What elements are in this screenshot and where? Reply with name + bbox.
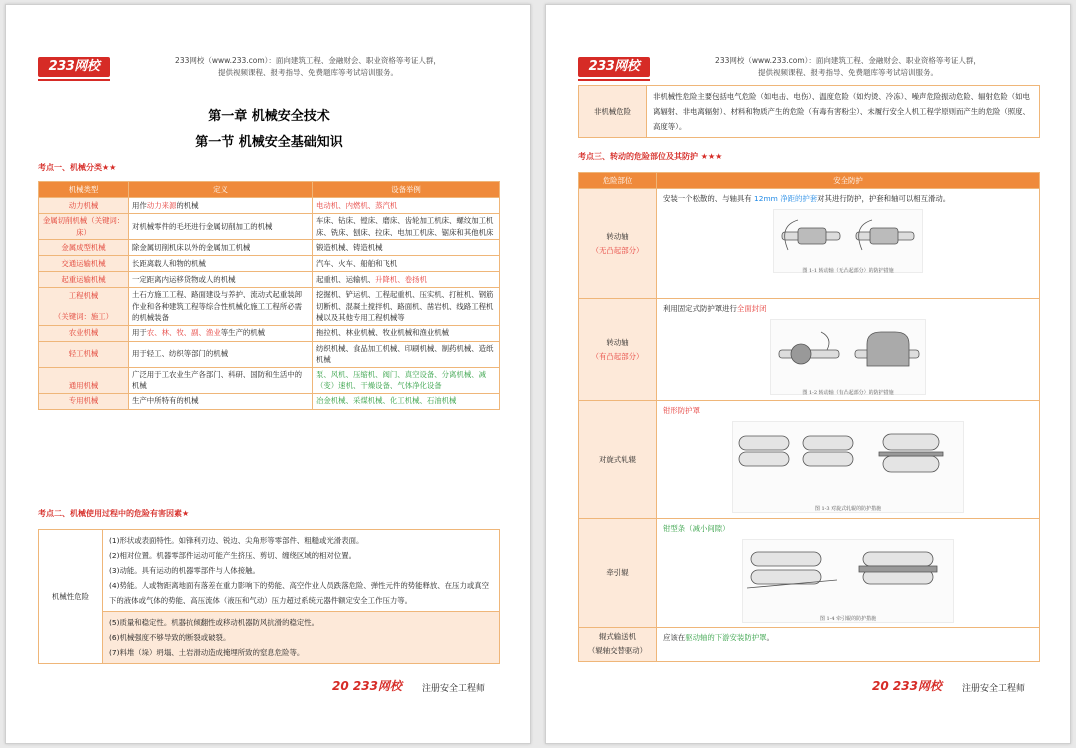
table-row bbox=[39, 198, 500, 214]
type-def: 除金属切削机床以外的金属加工机械 bbox=[129, 240, 313, 256]
footer-text: 注册安全工程师 bbox=[962, 684, 1026, 694]
header-line-1: 233网校（www.233.com）：面向建筑工程、金融财会、职业资格等考证人群， bbox=[175, 56, 441, 65]
figure-pull-roller-guard bbox=[742, 539, 954, 623]
hazard-part: 对旋式轧辊 bbox=[579, 401, 657, 519]
table-header-row bbox=[39, 182, 500, 198]
hazard-items bbox=[103, 530, 500, 612]
table-row bbox=[39, 256, 500, 272]
hazard-table bbox=[38, 529, 500, 664]
nonmech-label: 非机械危险 bbox=[579, 86, 647, 138]
key-point-2: 考点二、机械使用过程中的危险有害因素★ bbox=[38, 509, 190, 518]
hazard-item: (5)质量和稳定性。机器抗倾翻性或移动机器防风抗滑的稳定性。 bbox=[109, 618, 320, 627]
figure-nip-guard bbox=[732, 421, 964, 513]
hazard-item: (3)动能。具有运动的机器零部件与人体接触。 bbox=[109, 566, 260, 575]
type-def: 长距离载人和物的机械 bbox=[129, 256, 313, 272]
footer-logo: 20 233网校 bbox=[872, 679, 942, 693]
hazard-label: 机械性危险 bbox=[39, 530, 103, 664]
table-row bbox=[39, 341, 500, 367]
section-title: 第一节 机械安全基础知识 bbox=[195, 135, 343, 150]
type-name: 工程机械 （关键词：施工） bbox=[39, 288, 129, 326]
hazard-item: (2)相对位置。机器零部件运动可能产生挤压、剪切、缠绕区域的相对位置。 bbox=[109, 551, 356, 560]
table-row bbox=[579, 627, 1040, 661]
protection-cell bbox=[657, 401, 1040, 519]
type-example: 挖掘机、铲运机、工程起重机、压实机、打桩机、钢筋切断机、混凝土搅拌机、路面机、凿岩机、线路工程机械以及其他专用工程机械等 bbox=[313, 288, 500, 326]
protection-text: 应该在驱动轴的下游安装防护罩。 bbox=[663, 632, 774, 642]
rotating-parts-table bbox=[578, 172, 1040, 662]
page-header bbox=[118, 55, 498, 79]
nonmech-text: 非机械性危险主要包括电气危险（如电击、电伤）、温度危险（如灼烫、冷冻）、噪声危险振动危险、辐射危险（如电离辐射、非电离辐射）、材料和物质产生的危险（有毒有害粉尘）、未履行安全人机工程学原则而产生的危险（照度、高度等）。 bbox=[647, 86, 1040, 138]
figure-shaft-sleeve bbox=[773, 209, 923, 273]
type-name: 通用机械 bbox=[39, 367, 129, 393]
logo-underline bbox=[38, 79, 110, 81]
protection-cell bbox=[657, 627, 1040, 661]
hazard-part: 转动轴 （有凸起部分） bbox=[579, 299, 657, 401]
type-def: 用作动力来源的机械 bbox=[129, 198, 313, 214]
key-point-1: 考点一、机械分类★★ bbox=[38, 163, 117, 172]
footer-logo: 20 233网校 bbox=[332, 679, 402, 693]
col-header: 设备举例 bbox=[313, 182, 500, 198]
key-point-3: 考点三、转动的危险部位及其防护 ★★★ bbox=[578, 152, 723, 161]
document-page-right bbox=[545, 4, 1071, 744]
document-page-left bbox=[5, 4, 531, 744]
protection-text: 利用固定式防护罩进行全面封闭 bbox=[663, 304, 767, 313]
col-header: 机械类型 bbox=[39, 182, 129, 198]
col-header: 危险部位 bbox=[579, 173, 657, 189]
hazard-item: (6)机械强度不够导致的断裂或破裂。 bbox=[109, 633, 231, 642]
table-row bbox=[39, 325, 500, 341]
table-row bbox=[39, 272, 500, 288]
brand-logo: 233网校 bbox=[578, 57, 650, 77]
machine-types-table bbox=[38, 181, 500, 410]
type-name: 交通运输机械 bbox=[39, 256, 129, 272]
type-example: 冶金机械、采煤机械、化工机械、石油机械 bbox=[313, 393, 500, 409]
figure-fixed-guard bbox=[770, 319, 926, 395]
type-example: 起重机、运输机、升降机、卷扬机 bbox=[313, 272, 500, 288]
type-example: 纺织机械、食品加工机械、印刷机械、制药机械、造纸机械 bbox=[313, 341, 500, 367]
table-row bbox=[39, 530, 500, 612]
table-header-row bbox=[579, 173, 1040, 189]
table-row bbox=[39, 214, 500, 240]
chapter-title: 第一章 机械安全技术 bbox=[208, 109, 330, 124]
type-def: 广泛用于工农业生产各部门、科研、国防和生活中的机械 bbox=[129, 367, 313, 393]
type-def: 用于农、林、牧、副、渔业等生产的机械 bbox=[129, 325, 313, 341]
header-line-2: 提供视频课程、报考指导、免费题库等考试培训服务。 bbox=[218, 68, 398, 77]
brand-logo: 233网校 bbox=[38, 57, 110, 77]
type-example: 车床、钻床、镗床、磨床、齿轮加工机床、螺纹加工机床、铣床、刨床、拉床、电加工机床、锯床和其他机床 bbox=[313, 214, 500, 240]
type-name: 专用机械 bbox=[39, 393, 129, 409]
type-def: 土石方施工工程、路面建设与养护、流动式起重装卸作业和各种建筑工程等综合性机械化施工工程所必需的机械装备 bbox=[129, 288, 313, 326]
hazard-item: (7)料堆（垛）坍塌、土岩滑动造成掩埋所致的窒息危险等。 bbox=[109, 648, 305, 657]
type-name: 农业机械 bbox=[39, 325, 129, 341]
table-row bbox=[579, 86, 1040, 138]
type-name: 金属成型机械 bbox=[39, 240, 129, 256]
table-row bbox=[39, 367, 500, 393]
table-row bbox=[579, 401, 1040, 519]
protection-cell bbox=[657, 519, 1040, 628]
type-def: 一定距离内运移货物或人的机械 bbox=[129, 272, 313, 288]
type-name: 金属切削机械（关键词：床） bbox=[39, 214, 129, 240]
protection-text: 钳形防护罩 bbox=[663, 406, 700, 415]
type-example: 电动机、内燃机、蒸汽机 bbox=[313, 198, 500, 214]
protection-cell bbox=[657, 299, 1040, 401]
type-example: 泵、风机、压缩机、阀门、真空设备、分离机械、减（变）速机、干燥设备、气体净化设备 bbox=[313, 367, 500, 393]
non-mechanical-hazard-table bbox=[578, 85, 1040, 138]
header-line-2: 提供视频课程、报考指导、免费题库等考试培训服务。 bbox=[758, 68, 938, 77]
page-header bbox=[658, 55, 1038, 79]
table-row bbox=[579, 299, 1040, 401]
type-name: 轻工机械 bbox=[39, 341, 129, 367]
header-line-1: 233网校（www.233.com）：面向建筑工程、金融财会、职业资格等考证人群， bbox=[715, 56, 981, 65]
hazard-part: 转动轴 （无凸起部分） bbox=[579, 189, 657, 299]
protection-cell bbox=[657, 189, 1040, 299]
footer-text: 注册安全工程师 bbox=[422, 684, 486, 694]
hazard-item: (4)势能。人或物距离地面有落差在重力影响下的势能、高空作业人员跌落危险、弹性元件的势能释放、在压力或真空下的液体或气体的势能、高压流体（液压和气动）压力超过系统元器件额定安全工作压力等。 bbox=[109, 581, 490, 605]
hazard-item: (1)形状或表面特性。如锋利刃边、锐边、尖角形等零部件、粗糙或光滑表面。 bbox=[109, 536, 364, 545]
hazard-items bbox=[103, 612, 500, 664]
hazard-part: 辊式输送机 （辊轴交替驱动） bbox=[579, 627, 657, 661]
figure-caption: 图 1-4 牵引辊的防护措施 bbox=[819, 615, 877, 622]
table-row bbox=[579, 189, 1040, 299]
col-header: 定义 bbox=[129, 182, 313, 198]
type-def: 对机械零件的毛坯进行金属切削加工的机械 bbox=[129, 214, 313, 240]
logo-underline bbox=[578, 79, 650, 81]
type-example: 锻造机械、铸造机械 bbox=[313, 240, 500, 256]
type-example: 汽车、火车、船舶和飞机 bbox=[313, 256, 500, 272]
table-row bbox=[579, 519, 1040, 628]
table-row bbox=[39, 393, 500, 409]
figure-caption: 图 1-1 转动轴（无凸起部分）的防护措施 bbox=[802, 267, 894, 274]
table-row bbox=[39, 288, 500, 326]
table-row bbox=[39, 612, 500, 664]
protection-text: 钳型条（减小间隙） bbox=[663, 524, 730, 533]
figure-caption: 图 1-3 对旋式轧辊的防护措施 bbox=[814, 505, 882, 512]
figure-caption: 图 1-2 转动轴（有凸起部分）的防护措施 bbox=[802, 389, 894, 396]
type-def: 用于轻工、纺织等部门的机械 bbox=[129, 341, 313, 367]
type-def: 生产中所特有的机械 bbox=[129, 393, 313, 409]
col-header: 安全防护 bbox=[657, 173, 1040, 189]
hazard-part: 牵引辊 bbox=[579, 519, 657, 628]
type-name: 起重运输机械 bbox=[39, 272, 129, 288]
table-row bbox=[39, 240, 500, 256]
type-name: 动力机械 bbox=[39, 198, 129, 214]
protection-text: 安装一个松散的、与轴具有 12mm 净距的护套对其进行防护，护套和轴可以相互滑动。 bbox=[663, 194, 951, 203]
type-example: 拖拉机、林业机械、牧业机械和渔业机械 bbox=[313, 325, 500, 341]
